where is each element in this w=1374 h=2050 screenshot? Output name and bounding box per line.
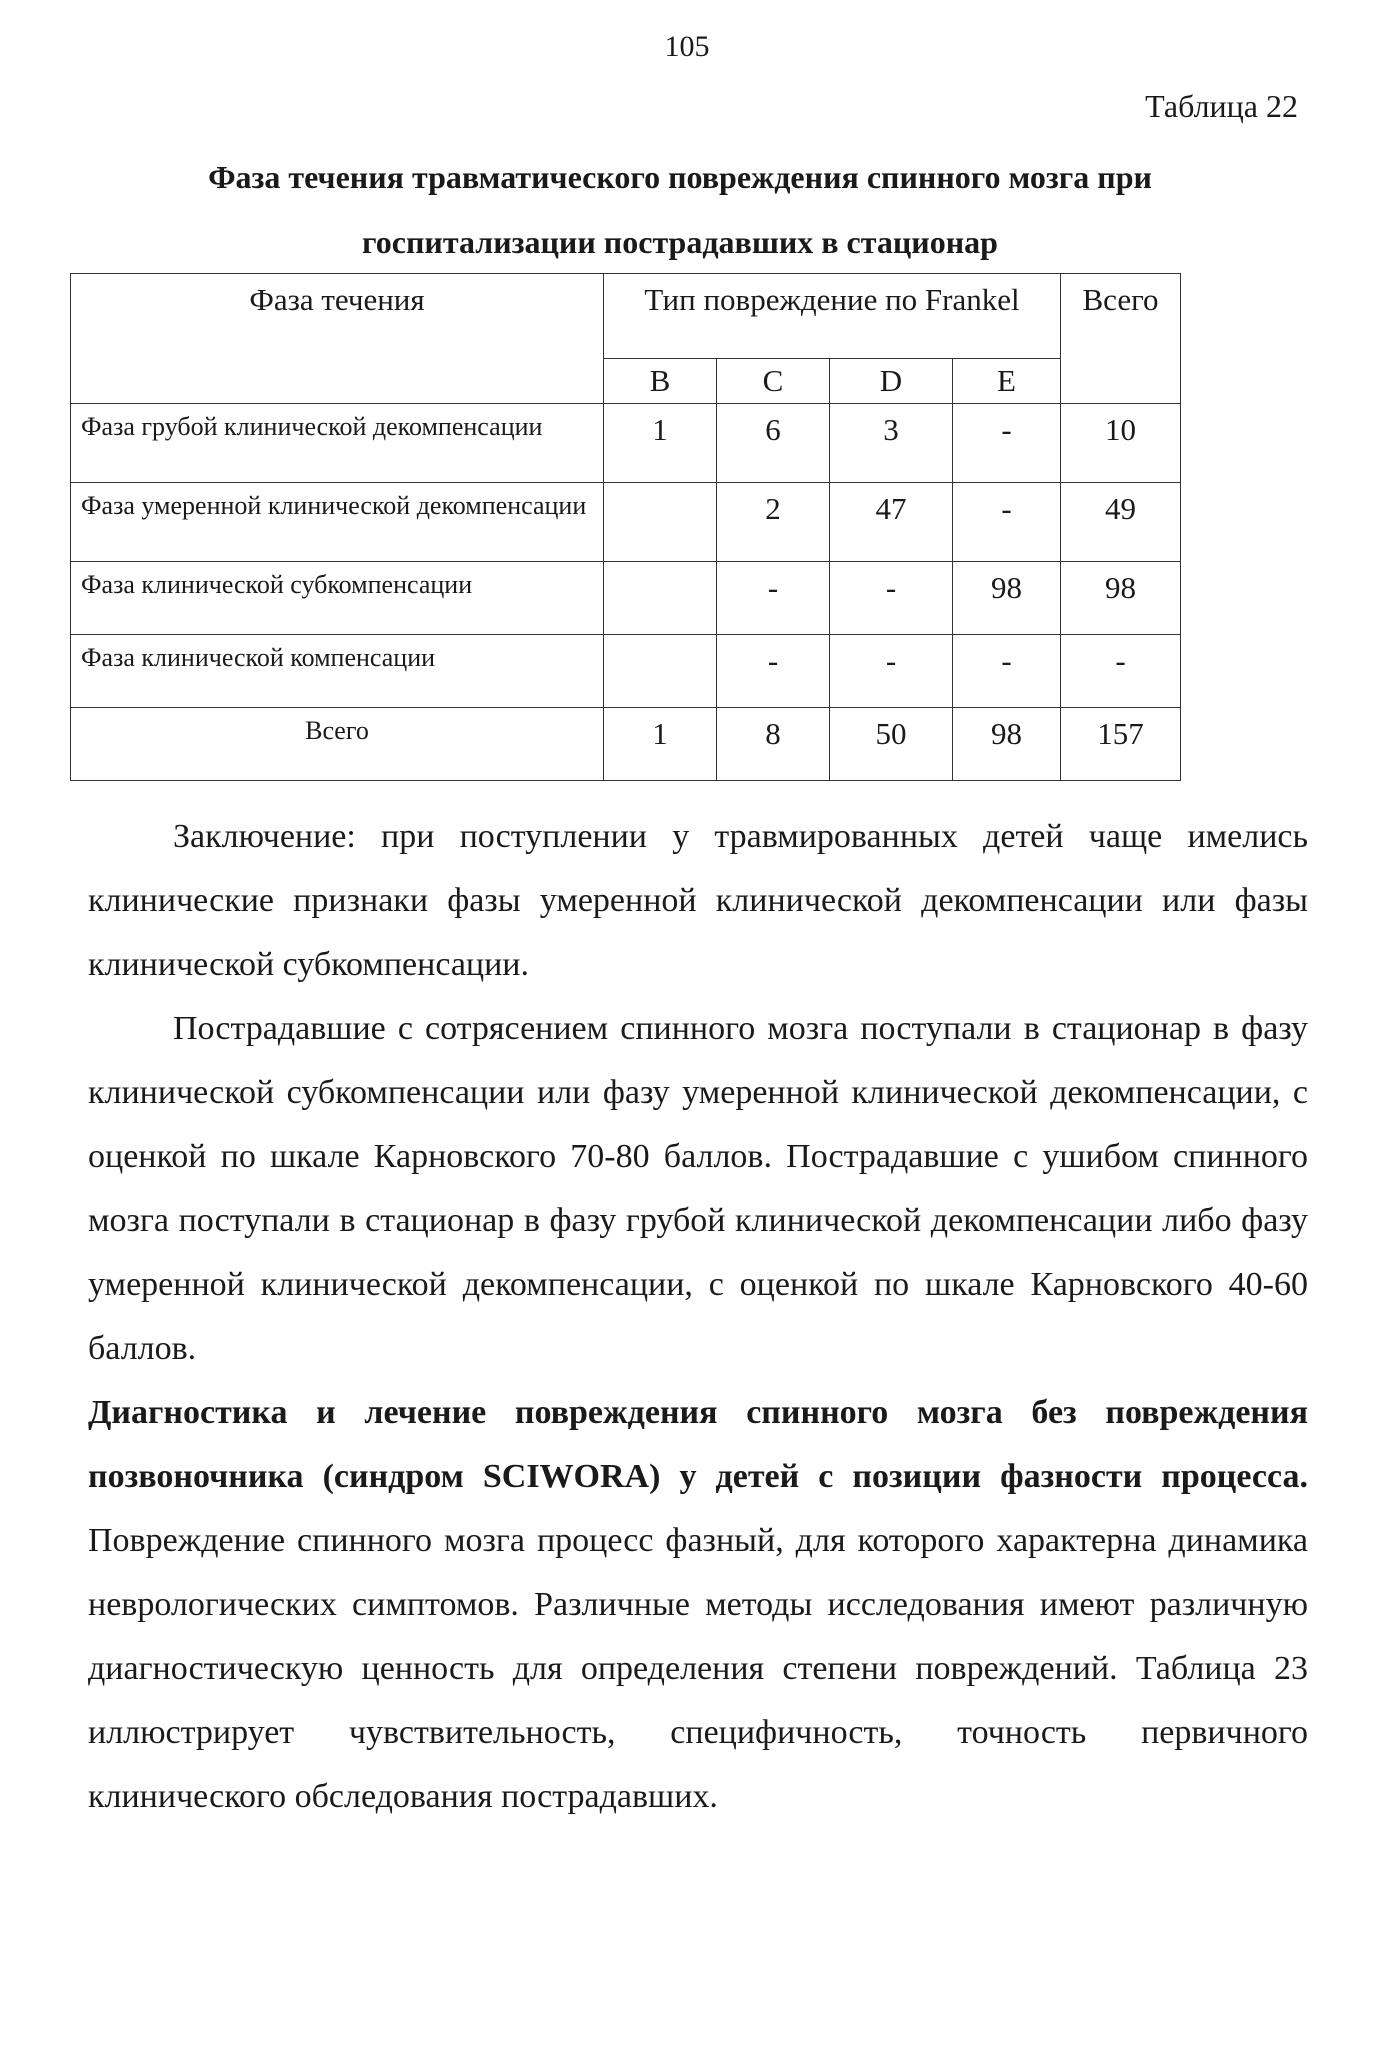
cell-e: -: [953, 404, 1061, 483]
header-sub-d: D: [830, 359, 953, 404]
cell-e: 98: [953, 562, 1061, 635]
paragraph-diagnostics: [88, 1381, 1308, 1829]
cell-b: [604, 562, 717, 635]
cell-e: -: [953, 483, 1061, 562]
cell-d: 3: [830, 404, 953, 483]
page-number: 105: [664, 30, 710, 63]
row-label: Фаза умеренной клинической декомпенсации: [71, 483, 604, 562]
table-row: [71, 635, 1181, 708]
cell-c: -: [717, 562, 830, 635]
cell-d: -: [830, 635, 953, 708]
cell-c: 6: [717, 404, 830, 483]
cell-b: 1: [604, 708, 717, 781]
cell-total: 10: [1061, 404, 1181, 483]
cell-d: 50: [830, 708, 953, 781]
paragraph-patients: Пострадавшие с сотрясением спинного мозга поступали в стационар в фазу клинической субкомпенсации или фазу умеренной клинической декомпенсации, с оценкой по шкале Карновского 70-80 баллов. Пострадавшие с ушибом спинного мозга поступали в стационар в фазу грубой клинической декомпенсации либо фазу умеренной клинической декомпенсации, с оценкой по шкале Карновского 40-60 баллов.: [88, 1010, 1308, 1367]
row-label: Фаза клинической субкомпенсации: [71, 562, 604, 635]
row-label: Фаза клинической компенсации: [71, 635, 604, 708]
cell-b: 1: [604, 404, 717, 483]
row-label: Всего: [71, 708, 604, 781]
table-row: [71, 562, 1181, 635]
header-sub-b: B: [604, 359, 717, 404]
section-heading: Диагностика и лечение повреждения спинного мозга без повреждения позвоночника (синдром SCIWORA) у детей с позиции фазности процесса.: [88, 1394, 1308, 1495]
cell-d: 47: [830, 483, 953, 562]
cell-c: -: [717, 635, 830, 708]
cell-d: -: [830, 562, 953, 635]
header-sub-c: C: [717, 359, 830, 404]
table-row: [71, 483, 1181, 562]
cell-e: -: [953, 635, 1061, 708]
table-title: Фаза течения травматического повреждения спинного мозга при госпитализации пострадавших в стационар: [208, 159, 1152, 260]
body-text: [88, 805, 1308, 1829]
cell-b: [604, 635, 717, 708]
phase-table: [70, 273, 1181, 781]
cell-e: 98: [953, 708, 1061, 781]
header-phase: Фаза течения: [71, 274, 604, 404]
cell-c: 2: [717, 483, 830, 562]
cell-total: 157: [1061, 708, 1181, 781]
cell-c: 8: [717, 708, 830, 781]
cell-b: [604, 483, 717, 562]
cell-total: 98: [1061, 562, 1181, 635]
table-label: Таблица 22: [1145, 88, 1298, 124]
cell-total: -: [1061, 635, 1181, 708]
cell-total: 49: [1061, 483, 1181, 562]
table-row: [71, 708, 1181, 781]
paragraph-diagnostics-text: Повреждение спинного мозга процесс фазный, для которого характерна динамика неврологических симптомов. Различные методы исследования имеют различную диагностическую ценность для определения степени повреждений. Таблица 23 иллюстрирует чувствительность, специфичность, точность первичного клинического обследования пострадавших.: [88, 1522, 1308, 1815]
row-label: Фаза грубой клинической декомпенсации: [71, 404, 604, 483]
table-row: [71, 404, 1181, 483]
header-type: Тип повреждение по Frankel: [604, 274, 1061, 359]
paragraph-conclusion: Заключение: при поступлении у травмированных детей чаще имелись клинические признаки фазы умеренной клинической декомпенсации или фазы клинической субкомпенсации.: [88, 818, 1308, 983]
header-sub-e: E: [953, 359, 1061, 404]
header-total: Всего: [1061, 274, 1181, 404]
